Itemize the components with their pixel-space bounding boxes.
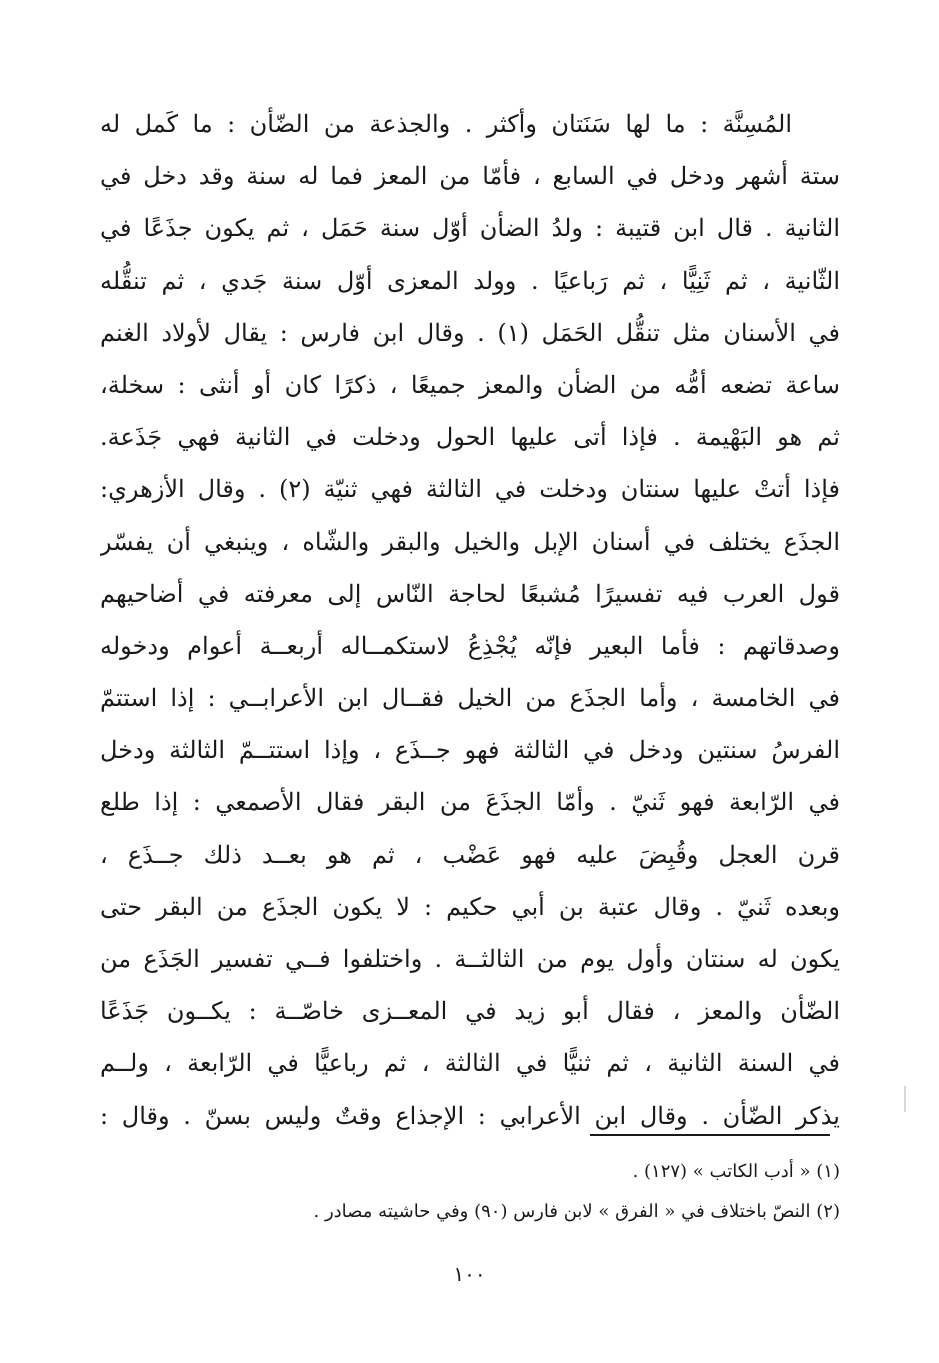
- text-line: الضّأن والمعز ، فقال أبو زيد في المعــزى خاصّــة : يكــون جَذَعًا: [100, 997, 840, 1026]
- text-line: قول العرب فيه تفسيرًا مُشبعًا لحاجة النّاس إلى معرفته في أضاحيهم: [100, 579, 840, 608]
- text-line: الفرسُ سنتين ودخل في الثالثة فهو جــذَع ، وإذا استتــمّ الثالثة ودخل: [100, 736, 840, 765]
- page-number: ١٠٠: [453, 1262, 486, 1286]
- text-line: قرن العجل وقُبِضَ عليه فهو عَضْب ، ثم هو بعــد ذلك جــذَع ،: [100, 840, 840, 869]
- text-line: ساعة تضعه أمُّه من الضأن والمعز جميعًا ، ذكرًا كان أو أنثى : سخلة،: [100, 370, 840, 399]
- footnote-1: (١) « أدب الكاتب » (١٢٧) .: [632, 1161, 840, 1182]
- footnote-separator: [590, 1134, 830, 1136]
- scan-margin-mark: [904, 1086, 906, 1112]
- text-line: الجذَع يختلف في أسنان الإبل والخيل والبقر والشّاه ، وينبغي أن يفسّر: [100, 527, 840, 556]
- text-line: ستة أشهر ودخل في السابع ، فأمّا من المعز فما له سنة وقد دخل في: [100, 162, 840, 191]
- text-line: في الرّابعة فهو ثَنيّ . وأمّا الجذَعَ من البقر فقال الأصمعي : إذا طلع: [100, 788, 840, 817]
- text-line: في الخامسة ، وأما الجذَع من الخيل فقــال ابن الأعرابــي : إذا استتمّ: [100, 684, 840, 713]
- text-line: المُسِنَّة : ما لها سَنَتان وأكثر . والجذعة من الضّأن : ما كَمل له: [100, 110, 792, 138]
- text-line: يكون له سنتان وأول يوم من الثالثــة . واختلفوا فــي تفسير الجَذَع من: [100, 945, 840, 973]
- text-line: في السنة الثانية ، ثم ثنيًّا في الثالثة ، ثم رباعيًّا في الرّابعة ، ولــم: [100, 1049, 840, 1078]
- footnotes: [100, 1152, 840, 1232]
- text-line: الثانية . قال ابن قتيبة : ولدُ الضأن أوّل سنة حَمَل ، ثم يكون جذَعًا في: [100, 214, 840, 243]
- text-line: في الأسنان مثل تنقُّل الحَمَل (١) . وقال ابن فارس : يقال لأولاد الغنم: [100, 318, 840, 347]
- text-line: فإذا أتتْ عليها سنتان ودخلت في الثالثة فهي ثنيّة (٢) . وقال الأزهري:: [100, 475, 840, 504]
- text-line: وبعده ثَنيّ . وقال عتبة بن أبي حكيم : لا يكون الجذَع من البقر حتى: [100, 892, 840, 921]
- text-line: الثّانية ، ثم ثَنِيًّا ، ثم رَباعيًا . وولد المعزى أوّل سنة جَدي ، ثم تنقُّله: [100, 266, 840, 295]
- text-line: يذكر الضّأن . وقال ابن الأعرابي : الإجذاع وقتٌ وليس بسنّ . وقال :: [100, 1101, 840, 1130]
- footnote-2: (٢) النصّ باختلاف في « الفرق » لابن فارس (٩٠) وفي حاشيته مصادر .: [313, 1201, 840, 1222]
- text-line: ثم هو البَهْيمة . فإذا أتى عليها الحول ودخلت في الثانية فهي جَذَعة.: [100, 423, 840, 452]
- main-text: [100, 98, 840, 1142]
- text-line: وصدقاتهم : فأما البعير فإنّه يُجْذِعُ لاستكمــاله أربعــة أعوام ودخوله: [100, 631, 840, 660]
